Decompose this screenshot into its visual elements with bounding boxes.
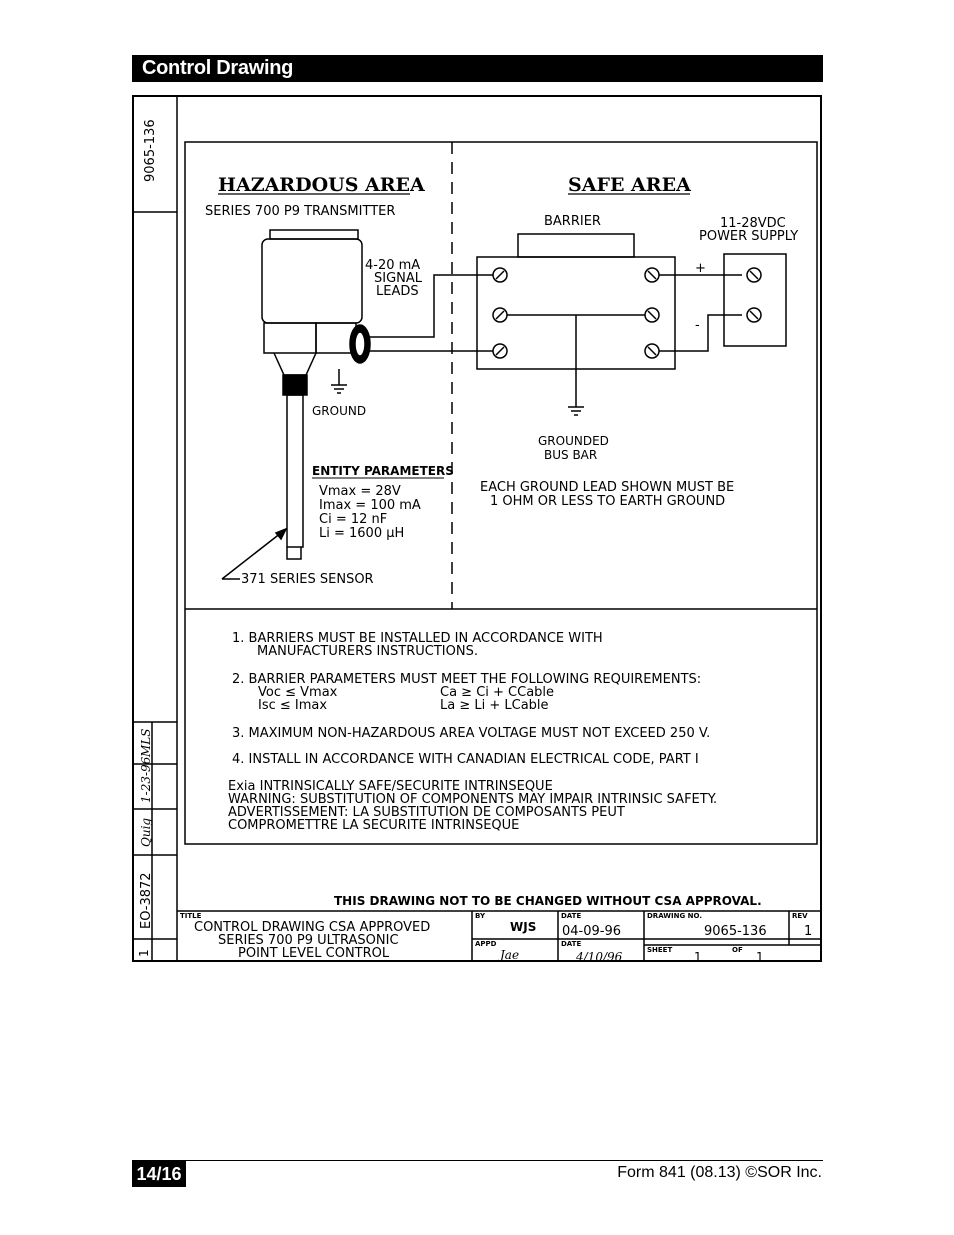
header-bar: [132, 55, 823, 82]
sensor-tip: [287, 547, 301, 559]
barrier-label: BARRIER: [544, 214, 601, 229]
exia-line4: COMPROMETTRE LA SECURITE INTRINSEQUE: [228, 818, 520, 833]
note-1: 1. BARRIERS MUST BE INSTALLED IN ACCORDANCE WITH: [232, 631, 603, 646]
power-supply-line1: 11-28VDC: [720, 216, 786, 231]
revision-number: 1: [137, 949, 151, 957]
title-line3: POINT LEVEL CONTROL: [238, 946, 390, 961]
by-value: WJS: [510, 920, 537, 934]
date2-value: 4/10/96: [576, 950, 623, 964]
note-2-ca: Ca ≥ Ci + CCable: [440, 685, 555, 700]
appd-value: Jae: [500, 948, 520, 962]
entity-vmax: Vmax = 28V: [319, 484, 401, 499]
entity-li: Li = 1600 µH: [319, 526, 405, 541]
hazardous-area-title: HAZARDOUS AREA: [218, 174, 425, 196]
transmitter-neck: [274, 353, 316, 375]
page-number: 14/16: [132, 1161, 186, 1187]
drawing-no-label: DRAWING NO.: [647, 912, 702, 920]
ground-label: GROUND: [312, 404, 367, 418]
conduit-opening: [355, 332, 365, 356]
footer-rule: [132, 1160, 823, 1161]
sensor-probe: [287, 395, 303, 547]
barrier-top: [518, 234, 634, 257]
transmitter-cap: [270, 230, 358, 239]
form-number: Form 841 (08.13) ©SOR Inc.: [617, 1164, 822, 1181]
revision-date: 1-23-96: [139, 756, 153, 803]
of-value: 1: [756, 950, 764, 964]
approval-note: THIS DRAWING NOT TO BE CHANGED WITHOUT CSA APPROVAL.: [334, 894, 762, 908]
exia-line3: ADVERTISSEMENT: LA SUBSTITUTION DE COMPOSANTS PEUT: [228, 805, 625, 820]
note-1-cont: MANUFACTURERS INSTRUCTIONS.: [257, 644, 478, 659]
transmitter-housing: [262, 239, 362, 323]
exia-line2: WARNING: SUBSTITUTION OF COMPONENTS MAY IMPAIR INTRINSIC SAFETY.: [228, 792, 718, 807]
power-supply-line2: POWER SUPPLY: [699, 229, 799, 244]
date-value: 04-09-96: [562, 924, 622, 939]
sheet-label: SHEET: [647, 946, 673, 954]
revision-initials: MLS: [139, 728, 153, 757]
entity-imax: Imax = 100 mA: [319, 498, 421, 513]
drawing-canvas: [134, 97, 822, 962]
transmitter-body: [264, 323, 316, 353]
transmitter-label: SERIES 700 P9 TRANSMITTER: [205, 204, 396, 219]
entity-ci: Ci = 12 nF: [319, 512, 388, 527]
note-2-isc: Isc ≤ Imax: [258, 698, 328, 713]
ground-note-line1: EACH GROUND LEAD SHOWN MUST BE: [480, 480, 735, 495]
note-3: 3. MAXIMUM NON-HAZARDOUS AREA VOLTAGE MUST NOT EXCEED 250 V.: [232, 726, 711, 741]
revision-approver: Quig: [139, 817, 153, 847]
title-label: TITLE: [180, 912, 202, 920]
revision-eo: EO-3872: [139, 872, 154, 929]
date-label: DATE: [561, 912, 582, 920]
signal-leads-line2: SIGNAL: [374, 271, 423, 286]
grounded-line2: BUS BAR: [544, 448, 598, 462]
plus-label: +: [695, 261, 706, 276]
ground-note-line2: 1 OHM OR LESS TO EARTH GROUND: [490, 494, 726, 509]
sensor-thread: [283, 375, 307, 395]
sensor-arrowhead: [276, 529, 286, 539]
grounded-line1: GROUNDED: [538, 434, 609, 448]
of-label: OF: [732, 946, 743, 954]
note-2-la: La ≥ Li + LCable: [440, 698, 549, 713]
rev-label: REV: [792, 912, 808, 920]
note-2-voc: Voc ≤ Vmax: [258, 685, 338, 700]
sheet-value: 1: [694, 950, 702, 964]
by-label: BY: [475, 912, 486, 920]
side-drawing-number: 9065-136: [143, 119, 158, 182]
title-line1: CONTROL DRAWING CSA APPROVED: [194, 920, 431, 935]
drawing-no-value: 9065-136: [704, 924, 767, 939]
date2-label: DATE: [561, 940, 582, 948]
safe-area-title: SAFE AREA: [568, 174, 691, 196]
title-line2: SERIES 700 P9 ULTRASONIC: [218, 933, 399, 948]
note-2: 2. BARRIER PARAMETERS MUST MEET THE FOLLOWING REQUIREMENTS:: [232, 672, 702, 687]
entity-parameters-title: ENTITY PARAMETERS: [312, 464, 454, 478]
sensor-label: 371 SERIES SENSOR: [241, 572, 374, 587]
signal-leads-line3: LEADS: [376, 284, 419, 299]
minus-label: -: [695, 318, 700, 333]
terminals: [493, 268, 761, 358]
page-title: Control Drawing: [142, 57, 294, 79]
note-4: 4. INSTALL IN ACCORDANCE WITH CANADIAN ELECTRICAL CODE, PART I: [232, 752, 699, 767]
appd-label: APPD: [475, 940, 497, 948]
exia-line1: Exia INTRINSICALLY SAFE/SECURITE INTRINSEQUE: [228, 779, 553, 794]
rev-value: 1: [804, 924, 813, 939]
signal-leads-line1: 4-20 mA: [365, 258, 421, 273]
control-drawing: [132, 95, 822, 962]
